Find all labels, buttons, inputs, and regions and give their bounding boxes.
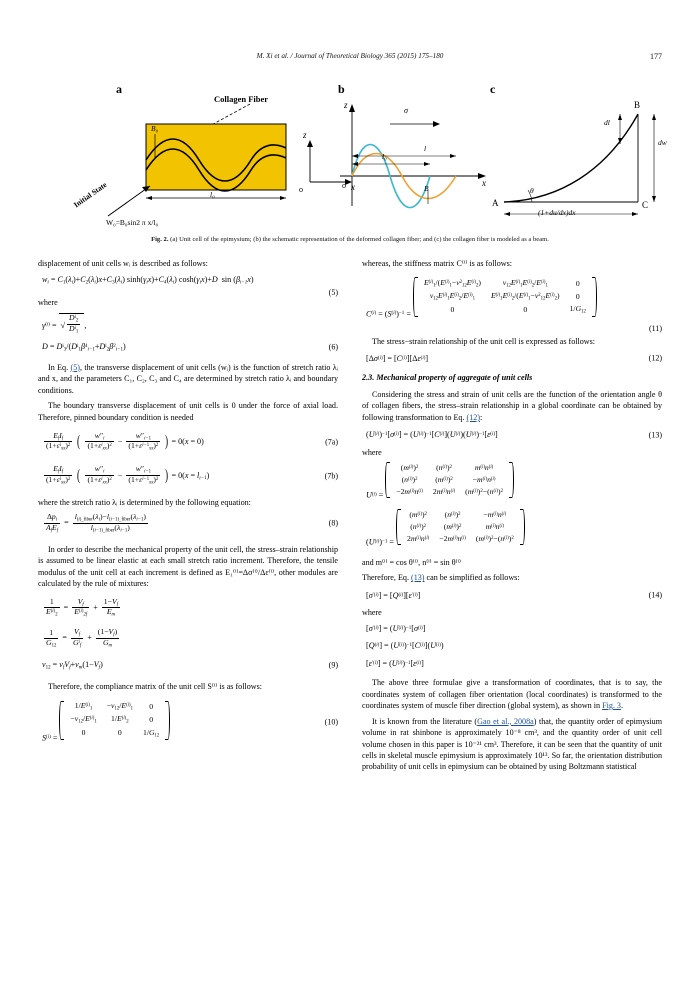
equation-5-number: (5) bbox=[328, 287, 338, 297]
right-where-1: where bbox=[362, 447, 382, 457]
right-p3 bbox=[362, 389, 662, 423]
figure-2 bbox=[38, 82, 667, 232]
dl-label: dl bbox=[604, 118, 610, 127]
svg-text:x: x bbox=[482, 178, 486, 188]
fig3-reference-link[interactable]: Fig. 3 bbox=[602, 701, 621, 711]
right-p5 bbox=[362, 572, 662, 583]
left-p1: displacement of unit cells wᵢ is described as follows: bbox=[38, 259, 208, 268]
equation-9c: $v_{12} = v_fV_f+v_m(1-V_f)$ (9) bbox=[42, 659, 338, 671]
svg-text:B: B bbox=[634, 100, 641, 110]
equation-14-number: (14) bbox=[648, 590, 662, 600]
svg-text:x: x bbox=[351, 182, 355, 192]
initial-state-label: Initial State bbox=[72, 180, 109, 210]
equation-7a: $\frac{E_fI_f}{(1+\varepsilon^i_{xx})^2}$ ( $\frac{w''_i}{(1+\varepsilon^i_{xx})^2}$ − $\frac{w''_{i-1}}{(1+\varepsilon^{i-1}_{xx})^2}$ ) = 0(x = 0) (7a) bbox=[46, 430, 338, 452]
right-p2: The stress−strain relationship of the unit cell is expressed as follows: bbox=[372, 337, 596, 347]
right-p4: and m⁽ⁱ⁾ = cos θ⁽ⁱ⁾, n⁽ⁱ⁾ = sin θ⁽ⁱ⁾ bbox=[362, 557, 462, 567]
right-p6 bbox=[362, 677, 662, 711]
equation-10-number: (10) bbox=[324, 717, 338, 727]
left-p2 bbox=[38, 362, 338, 396]
panel-label-b: b bbox=[338, 82, 345, 96]
left-p4: where the stretch ratio λᵢ is determined by the following equation: bbox=[38, 497, 251, 507]
svg-text:z: z bbox=[344, 100, 348, 110]
right-p3-pre: Considering the stress and strain of unit cells are the function of the orientation angle θ of collagen fibers, the stress–strain relationship in a global coordinate can be obtained by following transformation to Eq. bbox=[362, 389, 662, 422]
equation-7b-number: (7b) bbox=[324, 471, 338, 481]
panel-c-graphic bbox=[488, 94, 678, 234]
right-p5-pre: Therefore, Eq. bbox=[362, 573, 411, 583]
equation-6b: $D = D^i_3/(D^i_1\beta^4_{i-1}+D^i_2\beta^2_{i-1})$ (6) bbox=[42, 342, 338, 353]
theta-label: θ bbox=[530, 186, 534, 195]
base-label: (1+du/dx)dx bbox=[538, 208, 576, 217]
collagen-fiber-label: Collagen Fiber bbox=[214, 94, 269, 104]
svg-text:z: z bbox=[303, 130, 307, 140]
equation-13-uinv: $(U^{(i)})^{-1}$ = $(m^{(i)})^2$ $(n^{(i)})^2$ $-m^{(i)}n^{(i)}$ $(n^{(i)})^2$ $(m^{(i)})^2$ $m^{(i)}n^{(i)}$ $2m^{(i)}n^{(i)}$ $-2m^{(i)}n^{(i)}$ $(m^{(i)})^2-(n^{(i)})^2$ bbox=[362, 509, 662, 548]
equation-13-u: $U^{(i)}$ = $(m^{(i)})^2$ $(n^{(i)})^2$ $m^{(i)}n^{(i)}$ $(n^{(i)})^2$ $(m^{(i)})^2$ $-m^{(i)}n^{(i)}$ $-2m^{(i)}n^{(i)}$ $2m^{(i)}n^{(i)}$ $(m^{(i)})^2-(n^{(i)})^2$ bbox=[362, 462, 662, 501]
right-p3-post: : bbox=[480, 412, 483, 422]
figure-caption-text: (a) Unit cell of the epimysium; (b) the schematic representation of the deformed collagen fiber; and (c) the collagen fiber is modeled as a beam. bbox=[170, 236, 549, 243]
equation-13-number: (13) bbox=[648, 430, 662, 440]
sigma-label: σ bbox=[404, 106, 408, 115]
equation-9-number: (9) bbox=[328, 660, 338, 670]
left-p2-pre: In Eq. bbox=[48, 362, 71, 372]
left-p2-post: , the transverse displacement of unit cells (wᵢ) is the function of stretch ratio λᵢ and x, and the parameters C₁, C₂, C₃ and C₄ are determined by stretch ratio λᵢ and boundary conditions. bbox=[38, 362, 338, 395]
right-p5-post: can be simplified as follows: bbox=[424, 573, 520, 583]
equation-11: $C^{(i)} = (S^{(i)})^{-1}$ = $E^{(i)}_1/(E^{(i)}_1-v^2_{12}E^{(i)}_2)$ $v_{12}E^{(i)}_1E^{(i)}_2/E^{(i)}_1$ 0 $v_{12}E^{(i)}_1E^{(i)}_2/E^{(i)}_1$ $E^{(i)}_1E^{(i)}_2/(E^{(i)}_1-v^2_{12}E^{(i)}_2)$ 0 0 0 $1/G_{12}$ (11) bbox=[366, 277, 662, 333]
equation-8-number: (8) bbox=[328, 518, 338, 528]
equation-12-number: (12) bbox=[648, 353, 662, 363]
svg-text:o: o bbox=[299, 185, 303, 194]
panel-a-graphic bbox=[98, 86, 368, 236]
right-p1: whereas, the stiffness matrix C⁽ⁱ⁾ is as follows: bbox=[362, 259, 513, 268]
svg-text:o: o bbox=[342, 181, 346, 190]
panel-label-c: c bbox=[490, 82, 496, 96]
svg-text:C: C bbox=[642, 200, 649, 210]
section-heading-2-3: 2.3. Mechanical property of aggregate of unit cells bbox=[362, 373, 533, 383]
running-head: M. Xi et al. / Journal of Theoretical Biology 365 (2015) 175–180 bbox=[256, 52, 444, 60]
right-p6-post: . bbox=[620, 701, 623, 711]
left-column bbox=[38, 258, 338, 750]
equation-6: $\gamma^{(i)}$ = √ $\frac{D^i_2}{D^i_1}$ , bbox=[42, 313, 87, 335]
equation-14-q: $[Q^{(i)}] = (U^{(i)})^{-1}[C^{(i)}](U^{(i)})$ bbox=[366, 641, 444, 651]
svg-text:A: A bbox=[492, 198, 499, 208]
page-number: 177 bbox=[650, 52, 662, 61]
equation-7a-number: (7a) bbox=[325, 437, 338, 447]
left-p3: The boundary transverse displacement of unit cells is 0 under the force of axial load. Therefore, pinned boundary condition is needed bbox=[38, 401, 338, 422]
equation-6-number: (6) bbox=[328, 342, 338, 352]
equation-9a: $\frac{1}{E^{(i)}_2}$ = $\frac{V_f}{E^{(i)}_{2f}}$ + $\frac{1-V_f}{E_m}$ bbox=[46, 596, 119, 618]
figure-caption-prefix: Fig. 2. bbox=[151, 236, 169, 243]
right-p7-pre: It is known from the literature ( bbox=[372, 716, 478, 726]
equation-9b: $\frac{1}{G_{12}}$ = $\frac{V_f}{G^i_f}$ + $\frac{(1-V_f)}{G_m}$ bbox=[46, 627, 118, 649]
equation-8: $\frac{\Delta p_i}{A_fE_f}$ = $\frac{l_{(i)\_fiber}(\lambda_i)-l_{(i-1)\_fiber}(\lambda_{i-1})}{l_{(i-1)\_fiber}(\lambda_{i-1})}$ (8) bbox=[46, 512, 338, 534]
left-where-1: where bbox=[38, 297, 58, 307]
equation-7b: $\frac{E_fI_f}{(1+\varepsilon^i_{xx})^2}$ ( $\frac{w''_i}{(1+\varepsilon^i_{xx})^2}$ − $\frac{w''_{i-1}}{(1+\varepsilon^{i-1}_{xx})^2}$ ) = $0(x = l_{i-1})$ (7b) bbox=[46, 464, 338, 486]
equation-11-number: (11) bbox=[648, 323, 662, 333]
l0-label-b: l₀ bbox=[382, 152, 387, 161]
b-label-b: B bbox=[424, 184, 429, 193]
right-column bbox=[362, 258, 662, 777]
dw-label: dw bbox=[658, 138, 667, 147]
left-p6: Therefore, the compliance matrix of the unit cell S⁽ⁱ⁾ is as follows: bbox=[48, 682, 262, 692]
right-p6-pre: The above three formulae give a transformation of coordinates, that is to say, the coordinates system of collagen fiber orientation (local coordinates) is transformed to the coordinates system of muscle fiber direction (global system), as shown in bbox=[362, 678, 662, 711]
l0-label-a: l₀ bbox=[210, 190, 215, 199]
left-p5: In order to describe the mechanical property of the unit cell, the stress–strain relationship is assumed to be linear elastic at each small stretch ratio increment. Therefore, the tensile modulus of the unit cell at each increment is defined as E₁⁽ⁱ⁾=Δσ⁽ⁱ⁾/Δε⁽ⁱ⁾, other modules are calculated by the rule of mixtures: bbox=[38, 544, 338, 589]
citation-link-gao-2008a[interactable]: Gao et al., 2008a bbox=[477, 716, 534, 726]
equation-13: $(U^{(i)})^{-1}[\sigma^{(i)}] = (U^{(i)})^{-1}[C^{(i)}](U^{(i)})(U^{(i)})^{-1}[\varepsilon^{(i)}]$ (13) bbox=[366, 430, 662, 440]
b0-label: B₀ bbox=[151, 124, 159, 133]
right-where-2: where bbox=[362, 608, 382, 618]
panel-label-a: a bbox=[116, 82, 122, 96]
panel-a-equation: W₀=B₀sin2 π x/l₀ bbox=[106, 218, 159, 227]
right-p7 bbox=[362, 716, 662, 773]
equation-14: $[\sigma^{'(i)}] = [Q^{(i)}][\varepsilon^{'(i)}]$ (14) bbox=[366, 590, 662, 600]
panel-b-graphic bbox=[334, 94, 494, 234]
eq13-reference-link[interactable]: (13) bbox=[411, 573, 425, 583]
equation-10: $S^{(i)}$ = $1/E^{(i)}_1$ $-v_{12}/E^{(i)}_1$ 0 $-v_{12}/E^{(i)}_1$ $1/E^{(i)}_2$ 0 0 0 $1/G_{12}$ (10) bbox=[42, 701, 338, 743]
l-label-b: l bbox=[424, 144, 427, 153]
equation-5: $w_i = C_1(\lambda_i)+C_2(\lambda_i)x+C_3(\lambda_i)$ $\sinh(\gamma_ix)+C_4(\lambda_i)$ $\cosh(\gamma_ix)+D$ $\sin (\beta_{i-1}x)$ (5) bbox=[42, 275, 338, 297]
right-p7-post: ) that, the quantity order of epimysium volume in rat shinbone is approximately 10⁻⁸ cm³, and the quantity order of unit cell volume chosen in this paper is 10⁻²¹ cm³. Therefore, it can be seen that the quantity of unit cells in skeletal muscle epimysium is approximately 10¹³. So far, the orientation distribution probability of unit cells in epimysium can be obtained by using Boltzmann statistical bbox=[362, 716, 663, 772]
figure-caption bbox=[38, 236, 662, 245]
equation-14-epsilon: $[\varepsilon^{'(i)}] = (U^{(i)})^{-1}[\varepsilon^{(i)}]$ bbox=[366, 658, 424, 668]
eq5-reference-link[interactable]: (5) bbox=[70, 362, 80, 372]
eq12-reference-link[interactable]: (12) bbox=[466, 412, 481, 422]
equation-12: $[\Delta\sigma^{(i)}] = [C^{(i)}][\Delta\varepsilon^{(i)}]$ (12) bbox=[366, 353, 662, 363]
equation-14-sigma: $[\sigma^{'(i)}] = (U^{(i)})^{-1}[\sigma^{(i)}]$ bbox=[366, 623, 426, 633]
